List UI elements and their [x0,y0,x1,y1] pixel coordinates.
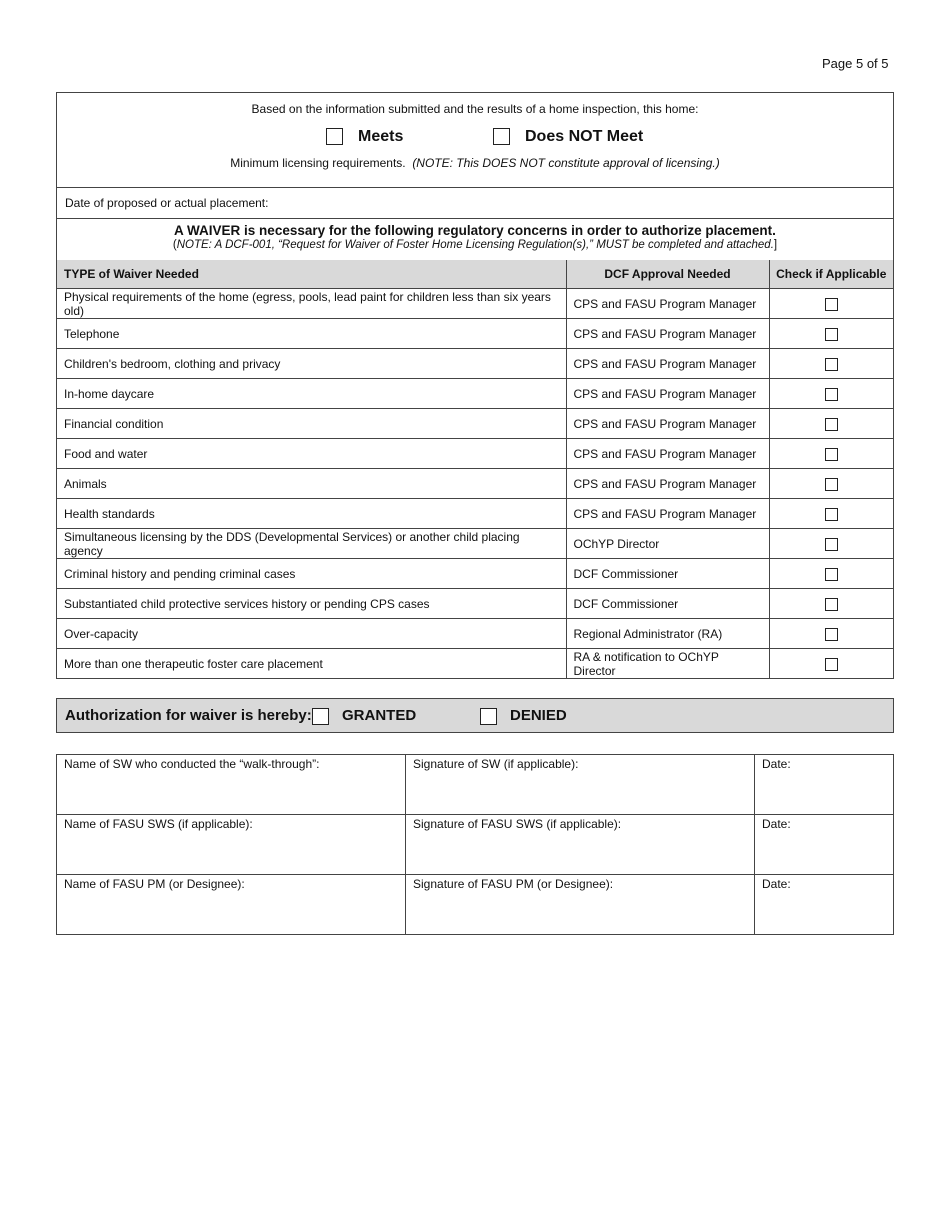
signature-field[interactable] [406,875,755,935]
granted-checkbox[interactable] [312,708,329,725]
waiver-row [57,469,893,499]
date-field[interactable] [755,755,894,815]
waiver-heading: A WAIVER is necessary for the following regulatory concerns in order to authorize placement. [174,223,776,238]
waiver-approval: RA & notification to OChYP Director [566,649,769,679]
date-label: Date: [762,817,791,831]
granted-label: GRANTED [342,707,417,724]
waiver-approval: Regional Administrator (RA) [566,619,769,649]
waiver-check-cell [769,529,893,559]
waiver-table-header [57,260,893,289]
granted-option[interactable] [312,707,416,725]
placement-date-field[interactable] [57,187,893,219]
waiver-approval: CPS and FASU Program Manager [566,469,769,499]
waiver-check-cell [769,289,893,319]
signature-label: Signature of FASU PM (or Designee): [413,877,614,891]
name-field[interactable] [57,755,406,815]
signature-row [57,815,894,875]
name-label: Name of FASU PM (or Designee): [64,877,245,891]
waiver-type: In-home daycare [57,379,566,409]
requirements-line [57,156,893,170]
requirements-note: (NOTE: This DOES NOT constitute approval of licensing.) [412,156,720,170]
requirements-text: Minimum licensing requirements. [230,156,406,170]
applicable-checkbox[interactable] [825,448,838,461]
applicable-checkbox[interactable] [825,298,838,311]
waiver-row [57,619,893,649]
applicable-checkbox[interactable] [825,628,838,641]
applicable-checkbox[interactable] [825,658,838,671]
waiver-check-cell [769,349,893,379]
waiver-check-cell [769,319,893,349]
signature-table [56,754,894,935]
waiver-type: Food and water [57,439,566,469]
waiver-type: Physical requirements of the home (egress, pools, lead paint for children less than six years old) [57,289,566,319]
waiver-check-cell [769,649,893,679]
applicable-checkbox[interactable] [825,418,838,431]
page-number: Page 5 of 5 [822,56,889,71]
waiver-row [57,499,893,529]
denied-option[interactable] [480,707,567,725]
inspection-intro: Based on the information submitted and the results of a home inspection, this home: [251,102,699,116]
denied-checkbox[interactable] [480,708,497,725]
name-label: Name of FASU SWS (if applicable): [64,817,253,831]
inspection-result [57,93,893,188]
name-field[interactable] [57,815,406,875]
date-label: Date: [762,757,791,771]
waiver-approval: CPS and FASU Program Manager [566,379,769,409]
waiver-table [57,260,893,678]
waiver-type: Criminal history and pending criminal cases [57,559,566,589]
signature-label: Signature of FASU SWS (if applicable): [413,817,622,831]
does-not-meet-option[interactable] [493,128,643,146]
waiver-type: Telephone [57,319,566,349]
waiver-check-cell [769,439,893,469]
col-check-header: Check if Applicable [769,260,893,289]
name-field[interactable] [57,875,406,935]
waiver-type: Simultaneous licensing by the DDS (Developmental Services) or another child placing agency [57,529,566,559]
applicable-checkbox[interactable] [825,598,838,611]
waiver-approval: CPS and FASU Program Manager [566,349,769,379]
waiver-row [57,289,893,319]
waiver-header [57,218,893,261]
meets-label: Meets [358,128,404,145]
waiver-row [57,319,893,349]
waiver-check-cell [769,559,893,589]
signature-field[interactable] [406,755,755,815]
waiver-row [57,529,893,559]
signature-row [57,875,894,935]
signature-field[interactable] [406,815,755,875]
applicable-checkbox[interactable] [825,358,838,371]
date-field[interactable] [755,875,894,935]
meets-option[interactable] [326,128,403,146]
date-field[interactable] [755,815,894,875]
authorization-label: Authorization for waiver is hereby: [65,707,312,724]
waiver-type: Animals [57,469,566,499]
waiver-check-cell [769,379,893,409]
waiver-row [57,649,893,679]
waiver-type: Health standards [57,499,566,529]
date-label: Date: [762,877,791,891]
waiver-type: More than one therapeutic foster care placement [57,649,566,679]
applicable-checkbox[interactable] [825,478,838,491]
waiver-type: Financial condition [57,409,566,439]
denied-label: DENIED [510,707,567,724]
col-type-header: TYPE of Waiver Needed [57,260,566,289]
applicable-checkbox[interactable] [825,328,838,341]
waiver-approval: CPS and FASU Program Manager [566,439,769,469]
waiver-row [57,439,893,469]
signature-label: Signature of SW (if applicable): [413,757,579,771]
authorization-bar [56,698,894,733]
waiver-check-cell [769,409,893,439]
waiver-row [57,409,893,439]
waiver-approval: CPS and FASU Program Manager [566,409,769,439]
meets-checkbox[interactable] [326,128,343,145]
name-label: Name of SW who conducted the “walk-through”: [64,757,320,771]
waiver-approval: OChYP Director [566,529,769,559]
does-not-meet-checkbox[interactable] [493,128,510,145]
waiver-row [57,349,893,379]
signature-row [57,755,894,815]
applicable-checkbox[interactable] [825,568,838,581]
waiver-type: Over-capacity [57,619,566,649]
waiver-row [57,589,893,619]
waiver-type: Substantiated child protective services history or pending CPS cases [57,589,566,619]
does-not-meet-label: Does NOT Meet [525,128,644,145]
waiver-approval: CPS and FASU Program Manager [566,319,769,349]
inspection-waiver-section [56,92,894,679]
waiver-row [57,559,893,589]
waiver-check-cell [769,619,893,649]
waiver-approval: DCF Commissioner [566,559,769,589]
applicable-checkbox[interactable] [825,508,838,521]
placement-date-label: Date of proposed or actual placement: [65,196,269,210]
waiver-check-cell [769,499,893,529]
waiver-row [57,379,893,409]
waiver-check-cell [769,589,893,619]
applicable-checkbox[interactable] [825,388,838,401]
applicable-checkbox[interactable] [825,538,838,551]
waiver-approval: DCF Commissioner [566,589,769,619]
waiver-type: Children's bedroom, clothing and privacy [57,349,566,379]
waiver-check-cell [769,469,893,499]
waiver-approval: CPS and FASU Program Manager [566,289,769,319]
waiver-approval: CPS and FASU Program Manager [566,499,769,529]
waiver-note: (NOTE: A DCF-001, “Request for Waiver of Foster Home Licensing Regulation(s),” MUST be completed and attached.] [172,239,778,251]
col-approval-header: DCF Approval Needed [566,260,769,289]
